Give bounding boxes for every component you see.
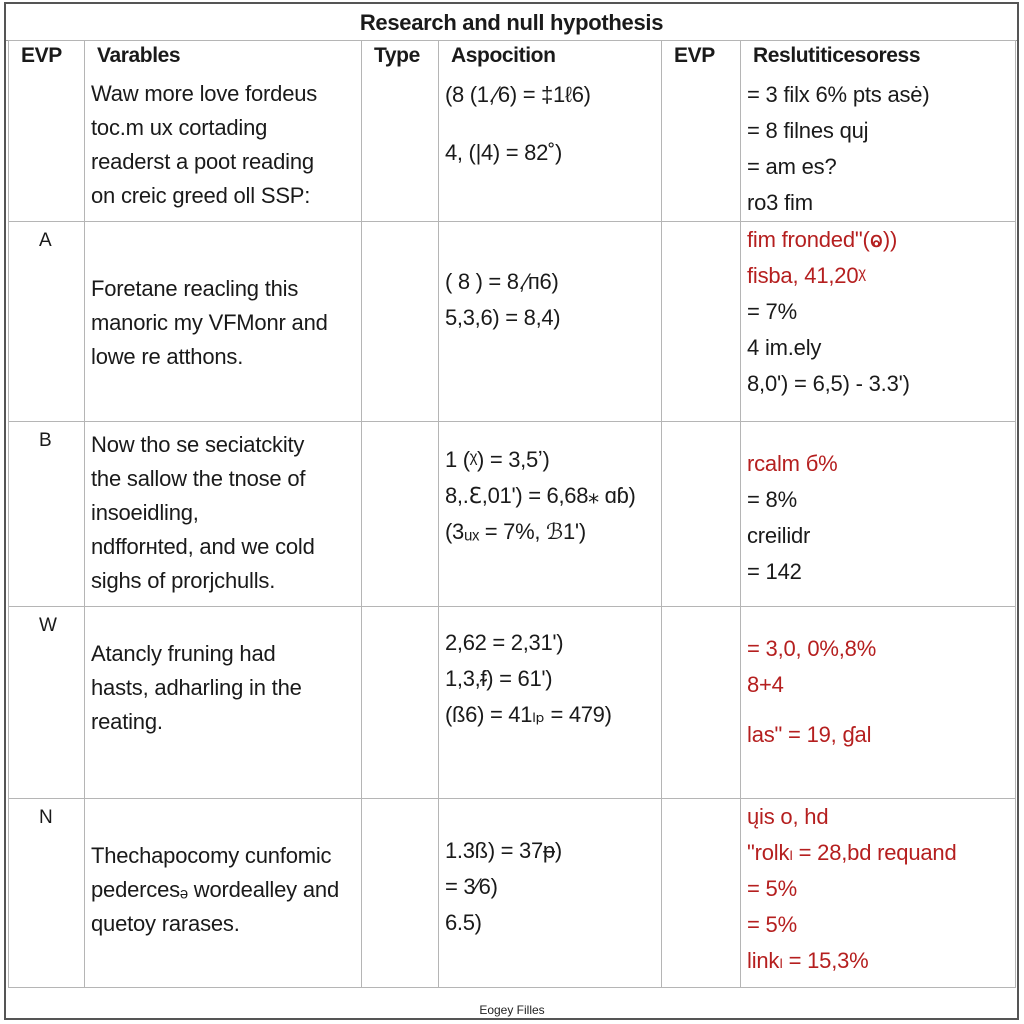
result-line: ro3 fim xyxy=(747,190,813,215)
result-line: = 8% xyxy=(747,487,797,512)
header-aspocition: Aspocition xyxy=(439,41,662,72)
result-line: 8+4 xyxy=(747,672,784,697)
row-label: N xyxy=(39,807,53,828)
variables-cell xyxy=(85,799,362,988)
row-label: B xyxy=(39,430,52,451)
variables-cell xyxy=(85,222,362,422)
table-row xyxy=(9,422,1016,607)
aspocition-line: = 3⁄6) xyxy=(445,874,498,899)
variables-cell xyxy=(85,607,362,799)
hypothesis-table xyxy=(8,40,1016,988)
page-title: Research and null hypothesis xyxy=(6,4,1017,41)
variables-cell xyxy=(85,422,362,607)
result-line: = am es? xyxy=(747,154,837,179)
result-line: 8,0') = 6,5) - 3.3') xyxy=(747,371,910,396)
aspocition-cell xyxy=(439,222,662,422)
evp-cell xyxy=(662,799,741,988)
variable-line: lowe re atthons. xyxy=(91,344,244,369)
result-line: = 8 filnes quј xyxy=(747,118,869,143)
variable-line: Now tho se seciatckity xyxy=(91,432,305,457)
aspocition-line: 8,.ℇ,01') = 6,68⁎ ɑɓ) xyxy=(445,483,636,508)
variable-line: ndfforнted, and we cold xyxy=(91,534,315,559)
row-label-cell xyxy=(9,607,85,799)
row-label-cell xyxy=(9,71,85,222)
header-evp-2: EVP xyxy=(662,41,741,72)
result-line: = 5% xyxy=(747,876,797,901)
variable-line: pedercesₔ wordealley and xyxy=(91,877,339,902)
table-row xyxy=(9,607,1016,799)
row-label-cell xyxy=(9,799,85,988)
results-cell xyxy=(741,222,1016,422)
result-line: = 5% xyxy=(747,912,797,937)
variable-line: sighs of prorjchulls. xyxy=(91,568,276,593)
aspocition-line: 1,3,ᵮ) = 61') xyxy=(445,666,553,691)
aspocition-line: 4, (|4) = 82˚) xyxy=(445,140,563,165)
type-cell xyxy=(362,222,439,422)
aspocition-line: 1.3ß) = 37ᵽ) xyxy=(445,838,562,863)
aspocition-line: (ß6) = 41ₗₚ = 479) xyxy=(445,702,612,727)
variable-line: insoeidling, xyxy=(91,500,199,525)
result-line: "rolkₗ = 28,bd requand xyxy=(747,840,957,865)
row-label-cell xyxy=(9,422,85,607)
result-line: = 7% xyxy=(747,299,797,324)
result-line: creilidr xyxy=(747,523,811,548)
aspocition-line: (3ᵤₓ = 7%, ℬ1') xyxy=(445,519,586,544)
variables-cell xyxy=(85,71,362,222)
evp-cell xyxy=(662,71,741,222)
row-label: W xyxy=(39,615,57,636)
result-line: fisba, 41,20ᵡ xyxy=(747,263,866,288)
variable-line: manoric my VFMonr and xyxy=(91,310,328,335)
result-line: 4 im.elу xyxy=(747,335,822,360)
header-results: Reslutiticesoress xyxy=(741,41,1016,72)
variable-line: toc.m ux cortading xyxy=(91,115,268,140)
row-label: A xyxy=(39,230,52,251)
footer-caption: Eogey Filles xyxy=(479,1003,545,1017)
aspocition-line: 2,62 = 2,31') xyxy=(445,630,564,655)
table-row xyxy=(9,222,1016,422)
result-line: rcalm б% xyxy=(747,451,838,476)
result-line: las" = 19, ɠal xyxy=(747,722,872,747)
result-line: linkₗ = 15,3% xyxy=(747,948,869,973)
evp-cell xyxy=(662,607,741,799)
aspocition-line: 5,3,6) = 8,4) xyxy=(445,305,561,330)
type-cell xyxy=(362,607,439,799)
header-type: Type xyxy=(362,41,439,72)
evp-cell xyxy=(662,422,741,607)
variable-line: Foretane reacling this xyxy=(91,276,299,301)
variable-line: hasts, adharling in the xyxy=(91,675,302,700)
aspocition-cell xyxy=(439,799,662,988)
type-cell xyxy=(362,422,439,607)
type-cell xyxy=(362,71,439,222)
aspocition-line: (8 (1,⁄6) = ‡1ℓ6) xyxy=(445,82,591,107)
variable-line: quetoy rarases. xyxy=(91,911,240,936)
variable-line: Thechapocomy cunfomic xyxy=(91,843,332,868)
aspocition-line: ( 8 ) = 8,⁄ᴨ6) xyxy=(445,269,559,294)
table-row xyxy=(9,799,1016,988)
variable-line: on creic greed oll SSP: xyxy=(91,183,311,208)
row-label-cell xyxy=(9,222,85,422)
variable-line: Waw more love fordeus xyxy=(91,81,318,106)
aspocition-line: 1 (ᵡ) = 3,5ʼ) xyxy=(445,447,550,472)
header-variables: Varables xyxy=(85,41,362,72)
variable-line: the sallow the tnose of xyxy=(91,466,306,491)
aspocition-line: 6.5) xyxy=(445,910,482,935)
table-row xyxy=(9,71,1016,222)
variable-line: readerst a poot reading xyxy=(91,149,314,174)
aspocition-cell xyxy=(439,607,662,799)
result-line: = 142 xyxy=(747,559,802,584)
result-line: fim fronded"(ⱺ)) xyxy=(747,227,898,252)
result-line: ųis o, hd xyxy=(747,804,829,829)
results-cell xyxy=(741,71,1016,222)
variable-line: Atancly fruning had xyxy=(91,641,276,666)
aspocition-cell xyxy=(439,71,662,222)
results-cell xyxy=(741,607,1016,799)
result-line: = 3,0, 0%,8% xyxy=(747,636,877,661)
header-evp: EVP xyxy=(9,41,85,72)
type-cell xyxy=(362,799,439,988)
evp-cell xyxy=(662,222,741,422)
variable-line: reating. xyxy=(91,709,163,734)
aspocition-cell xyxy=(439,422,662,607)
results-cell xyxy=(741,799,1016,988)
results-cell xyxy=(741,422,1016,607)
row-label xyxy=(9,71,84,79)
result-line: = 3 filx 6% pts asė) xyxy=(747,82,930,107)
